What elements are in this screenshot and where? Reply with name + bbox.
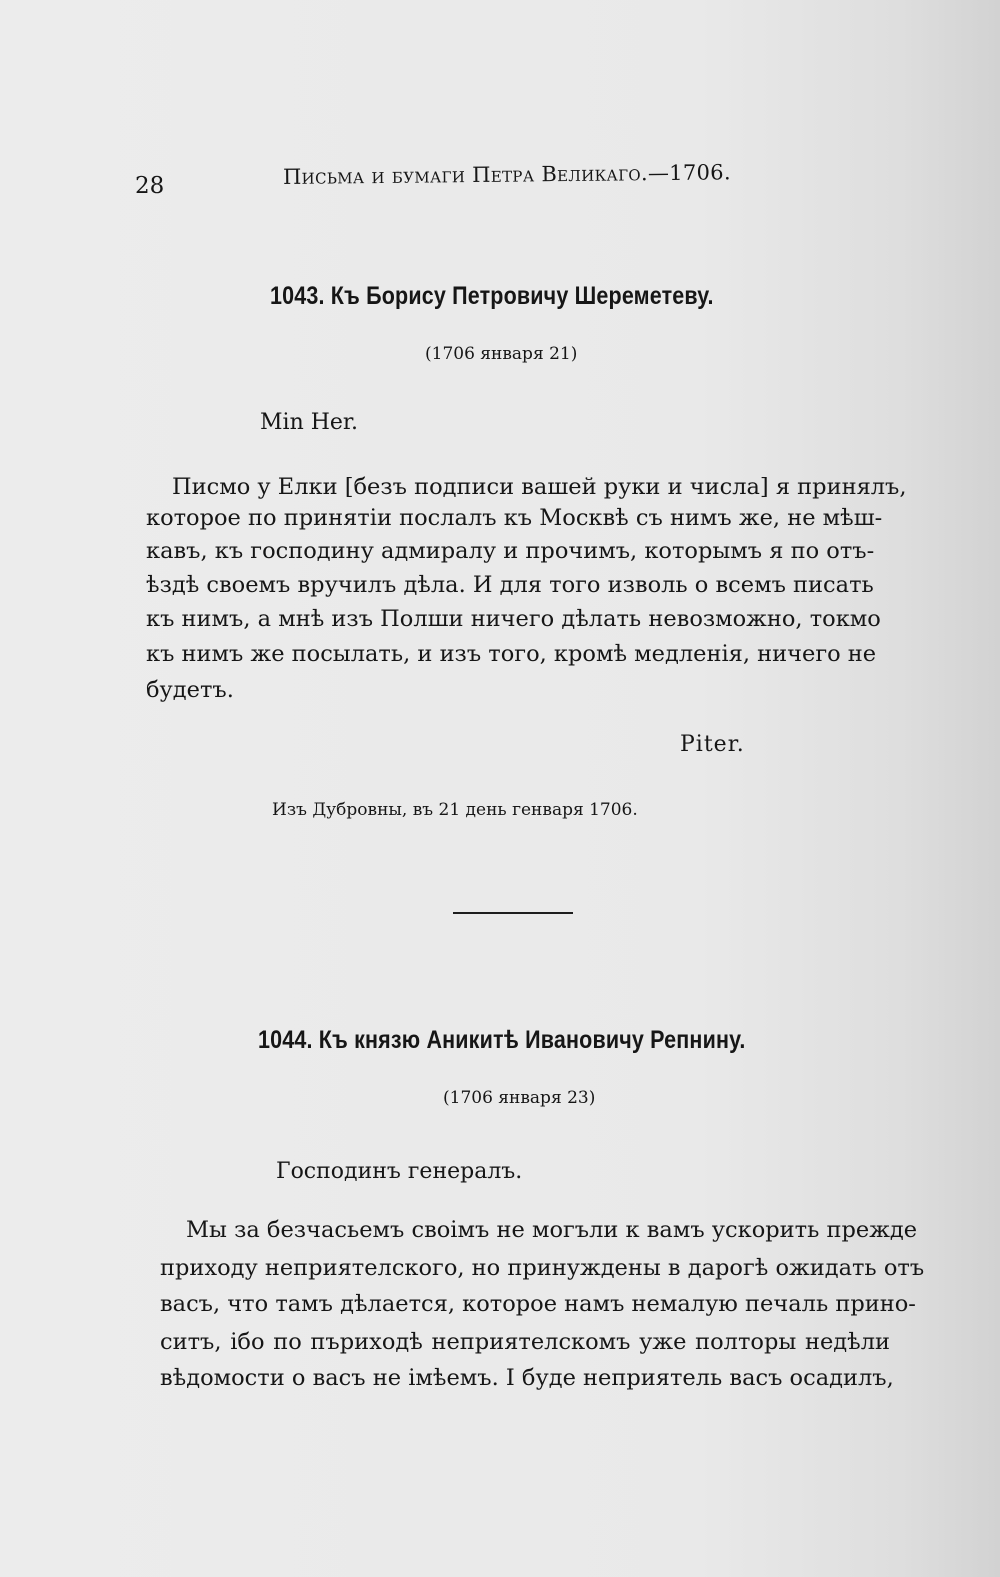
letter-1043-salutation: Min Her. <box>260 410 359 435</box>
letter-1044-line: приходу неприятелского, но принуждены в дарогѣ ожидать отъ <box>160 1255 925 1281</box>
letter-1043-heading: 1043. Къ Борису Петровичу Шереметеву. <box>270 282 714 310</box>
letter-1044-salutation: Господинъ генералъ. <box>276 1159 523 1184</box>
letter-1044-date: (1706 января 23) <box>443 1088 596 1108</box>
section-divider <box>453 912 573 914</box>
letter-1044-line: васъ, что тамъ дѣлается, которое намъ немалую печаль прино- <box>160 1291 916 1317</box>
running-title <box>283 160 731 189</box>
letter-1044-line: вѣдомости о васъ не iмѣемъ. I буде неприятель васъ осадилъ, <box>160 1365 894 1391</box>
letter-1043-line: къ нимъ, а мнѣ изъ Полши ничего дѣлать невозможно, токмо <box>146 606 881 632</box>
letter-1043-signature: Piter. <box>680 732 745 757</box>
page-number: 28 <box>135 173 165 199</box>
letter-1043-line: Писмо у Елки [безъ подписи вашей руки и числа] я принялъ, <box>172 474 907 500</box>
letter-1044-line: Мы за безчасьемъ своiмъ не могъли к вамъ ускорить прежде <box>186 1217 918 1243</box>
page-header <box>135 160 755 203</box>
letter-1043-line: будетъ. <box>146 677 234 703</box>
letter-1043-line: которое по принятiи послалъ къ Москвѣ съ нимъ же, не мѣш- <box>146 505 883 531</box>
letter-1043-line: ѣздѣ своемъ вручилъ дѣла. И для того изволь о всемъ писать <box>146 572 874 598</box>
letter-1044-heading: 1044. Къ князю Аникитѣ Ивановичу Репнину. <box>258 1026 746 1054</box>
letter-1043-place-date: Изъ Дубровны, въ 21 день генваря 1706. <box>272 800 638 820</box>
letter-1043-line: къ нимъ же посылать, и изъ того, кромѣ медленiя, ничего не <box>146 641 877 667</box>
running-title-year: —1706. <box>647 160 731 186</box>
running-title-main: Письма и бумаги Петра Великаго. <box>282 161 649 189</box>
letter-1043-date: (1706 января 21) <box>425 344 578 364</box>
letter-1043-line: кавъ, къ господину адмиралу и прочимъ, которымъ я по отъ- <box>146 538 875 564</box>
letter-1044-line: ситъ, iбо по пъриходѣ неприятелскомъ уже полторы недѣли <box>160 1329 890 1355</box>
